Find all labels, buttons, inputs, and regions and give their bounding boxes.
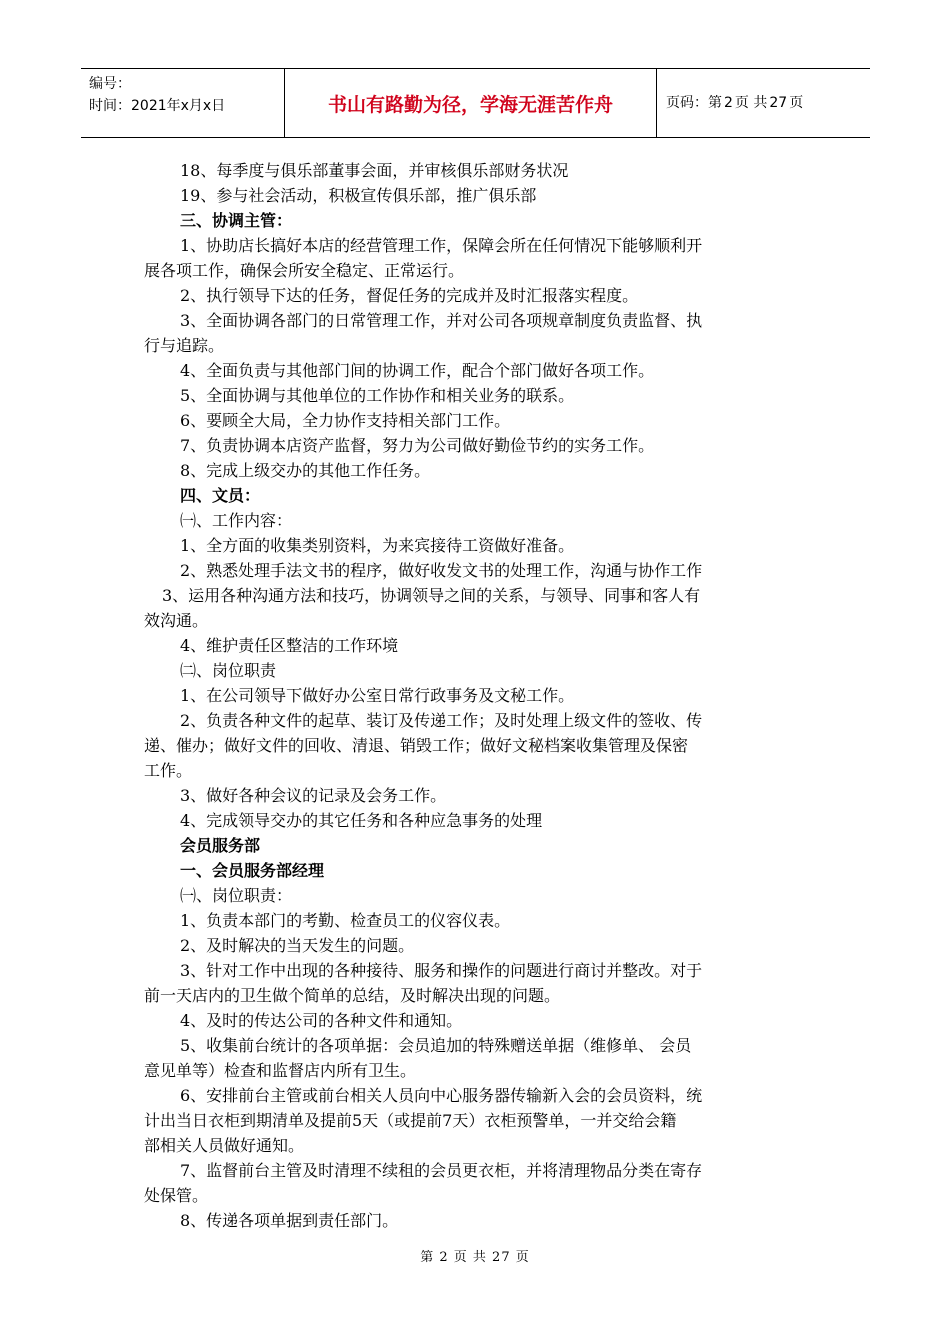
header-motto: 书山有路勤为径，学海无涯苦作舟	[327, 93, 613, 116]
body-line: 6、要顾全大局，全力协作支持相关部门工作。	[180, 411, 511, 430]
subsection-heading: ㈠、岗位职责：	[180, 886, 293, 905]
body-line: 4、及时的传达公司的各种文件和通知。	[180, 1011, 463, 1030]
body-line: 6、安排前台主管或前台相关人员向中心服务器传输新入会的会员资料，统	[180, 1086, 703, 1105]
body-line: 8、完成上级交办的其他工作任务。	[180, 461, 431, 480]
body-line: 1、全方面的收集类别资料，为来宾接待工资做好准备。	[180, 536, 575, 555]
page-header	[81, 68, 870, 138]
body-line: 3、做好各种会议的记录及会务工作。	[180, 786, 447, 805]
body-line: 1、协助店长搞好本店的经营管理工作，保障会所在任何情况下能够顺利开	[180, 236, 703, 255]
document-time-label: 时间：2021年x月x日	[89, 98, 226, 114]
body-line: 8、传递各项单据到责任部门。	[180, 1211, 399, 1230]
body-line: 工作。	[144, 761, 193, 780]
body-line: 计出当日衣柜到期清单及提前5天（或提前7天）衣柜预警单，一并交给会籍	[144, 1111, 677, 1130]
page-suffix: 页	[789, 95, 804, 111]
subsection-heading: ㈡、岗位职责	[180, 661, 277, 680]
section-heading: 四、文员：	[180, 486, 261, 505]
subsection-heading: ㈠、工作内容：	[180, 511, 293, 530]
body-line: 18、每季度与俱乐部董事会面，并审核俱乐部财务状况	[180, 161, 569, 180]
body-line: 19、参与社会活动，积极宣传俱乐部，推广俱乐部	[180, 186, 537, 205]
header-divider	[656, 69, 657, 137]
body-line: 2、负责各种文件的起草、装订及传递工作；及时处理上级文件的签收、传	[180, 711, 703, 730]
body-line: 4、全面负责与其他部门间的协调工作，配合个部门做好各项工作。	[180, 361, 655, 380]
body-line: 处保管。	[144, 1186, 209, 1205]
section-heading: 一、会员服务部经理	[180, 861, 325, 880]
body-line: 3、针对工作中出现的各种接待、服务和操作的问题进行商讨并整改。对于	[180, 961, 703, 980]
body-line: 意见单等）检查和监督店内所有卫生。	[144, 1061, 417, 1080]
department-heading: 会员服务部	[180, 836, 261, 855]
page-total: 27	[769, 95, 788, 111]
header-page-number	[665, 92, 804, 112]
body-line: 3、全面协调各部门的日常管理工作，并对公司各项规章制度负责监督、执	[180, 311, 703, 330]
body-line: 递、催办；做好文件的回收、清退、销毁工作；做好文秘档案收集管理及保密	[144, 736, 689, 755]
body-line: 1、在公司领导下做好办公室日常行政事务及文秘工作。	[180, 686, 575, 705]
body-line: 4、维护责任区整洁的工作环境	[180, 636, 399, 655]
body-line: 前一天店内的卫生做个简单的总结，及时解决出现的问题。	[144, 986, 561, 1005]
body-line: 行与追踪。	[144, 336, 225, 355]
page-footer: 第 2 页 共 27 页	[420, 1250, 530, 1265]
body-line: 1、负责本部门的考勤、检查员工的仪容仪表。	[180, 911, 511, 930]
body-line: 7、负责协调本店资产监督，努力为公司做好勤俭节约的实务工作。	[180, 436, 655, 455]
page-label: 页码：第	[666, 95, 722, 111]
body-line: 3、运用各种沟通方法和技巧，协调领导之间的关系，与领导、同事和客人有	[162, 586, 701, 605]
header-meta	[89, 73, 225, 117]
section-heading: 三、协调主管：	[180, 211, 293, 230]
body-line: 效沟通。	[144, 611, 209, 630]
body-line: 7、监督前台主管及时清理不续租的会员更衣柜，并将清理物品分类在寄存	[180, 1161, 703, 1180]
body-line: 2、及时解决的当天发生的问题。	[180, 936, 415, 955]
document-number-label: 编号：	[89, 76, 131, 92]
body-line: 部相关人员做好通知。	[144, 1136, 305, 1155]
body-line: 2、熟悉处理手法文书的程序，做好收发文书的处理工作，沟通与协作工作	[180, 561, 703, 580]
page-mid-label: 页 共	[734, 95, 768, 111]
body-line: 展各项工作，确保会所安全稳定、正常运行。	[144, 261, 465, 280]
body-line: 4、完成领导交办的其它任务和各种应急事务的处理	[180, 811, 543, 830]
body-line: 2、执行领导下达的任务，督促任务的完成并及时汇报落实程度。	[180, 286, 639, 305]
page-current: 2	[724, 95, 733, 111]
body-line: 5、全面协调与其他单位的工作协作和相关业务的联系。	[180, 386, 575, 405]
body-line: 5、收集前台统计的各项单据：会员追加的特殊赠送单据（维修单、 会员	[180, 1036, 692, 1055]
